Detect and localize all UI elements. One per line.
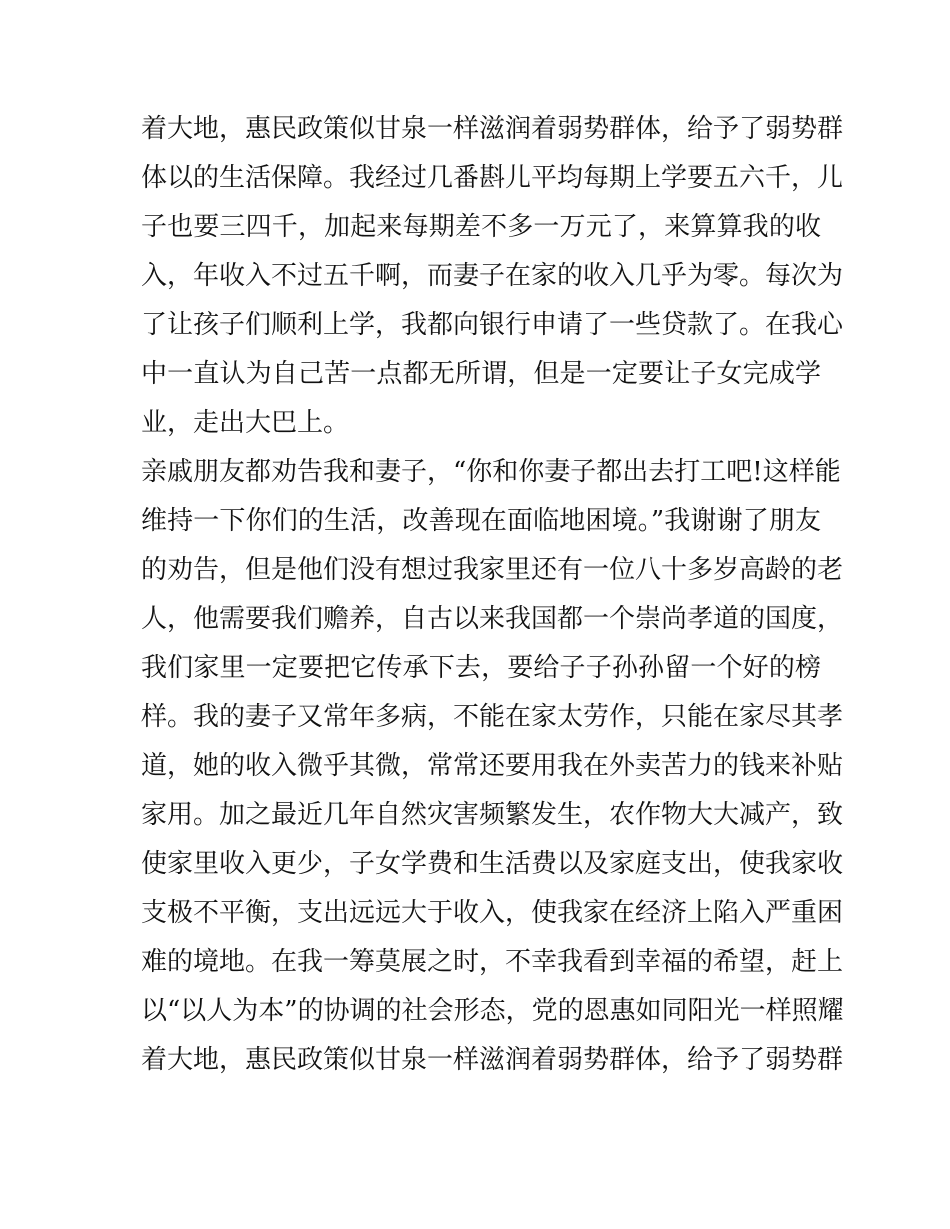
text-line: 子也要三四千，加起来每期差不多一万元了，来算算我的收 xyxy=(141,212,821,242)
text-line: 人，他需要我们赡养，自古以来我国都一个崇尚孝道的国度， xyxy=(141,604,844,634)
text-line: 着大地，惠民政策似甘泉一样滋润着弱势群体，给予了弱势群 xyxy=(141,1045,844,1075)
text-line: 道，她的收入微乎其微，常常还要用我在外卖苦力的钱来补贴 xyxy=(141,751,844,781)
text-line: 亲戚朋友都劝告我和妻子，“你和你妻子都出去打工吧!这样能 xyxy=(141,457,841,487)
text-line: 难的境地。在我一筹莫展之时，不幸我看到幸福的希望，赶上 xyxy=(141,947,844,977)
text-line: 我们家里一定要把它传承下去，要给子子孙孙留一个好的榜 xyxy=(141,653,821,683)
text-line: 入，年收入不过五千啊，而妻子在家的收入几乎为零。每次为 xyxy=(141,261,844,291)
text-line: 使家里收入更少，子女学费和生活费以及家庭支出，使我家收 xyxy=(141,849,844,879)
text-line: 中一直认为自己苦一点都无所谓，但是一定要让子女完成学 xyxy=(141,359,821,389)
text-line: 体以的生活保障。我经过几番斟儿平均每期上学要五六千，儿 xyxy=(141,163,844,193)
text-line: 的劝告，但是他们没有想过我家里还有一位八十多岁高龄的老 xyxy=(141,555,844,585)
text-line: 支极不平衡，支出远远大于收入，使我家在经济上陷入严重困 xyxy=(141,898,844,928)
text-line: 样。我的妻子又常年多病，不能在家太劳作，只能在家尽其孝 xyxy=(141,702,844,732)
text-line: 业，走出大巴上。 xyxy=(141,408,350,438)
text-line: 了让孩子们顺利上学，我都向银行申请了一些贷款了。在我心 xyxy=(141,310,844,340)
text-line: 家用。加之最近几年自然灾害频繁发生，农作物大大减产，致 xyxy=(141,800,844,830)
text-line: 维持一下你们的生活，改善现在面临地困境。”我谢谢了朋友 xyxy=(141,506,821,536)
body-text xyxy=(141,105,844,1085)
text-line: 着大地，惠民政策似甘泉一样滋润着弱势群体，给予了弱势群 xyxy=(141,114,844,144)
text-line: 以“以人为本”的协调的社会形态，党的恩惠如同阳光一样照耀 xyxy=(141,996,844,1026)
